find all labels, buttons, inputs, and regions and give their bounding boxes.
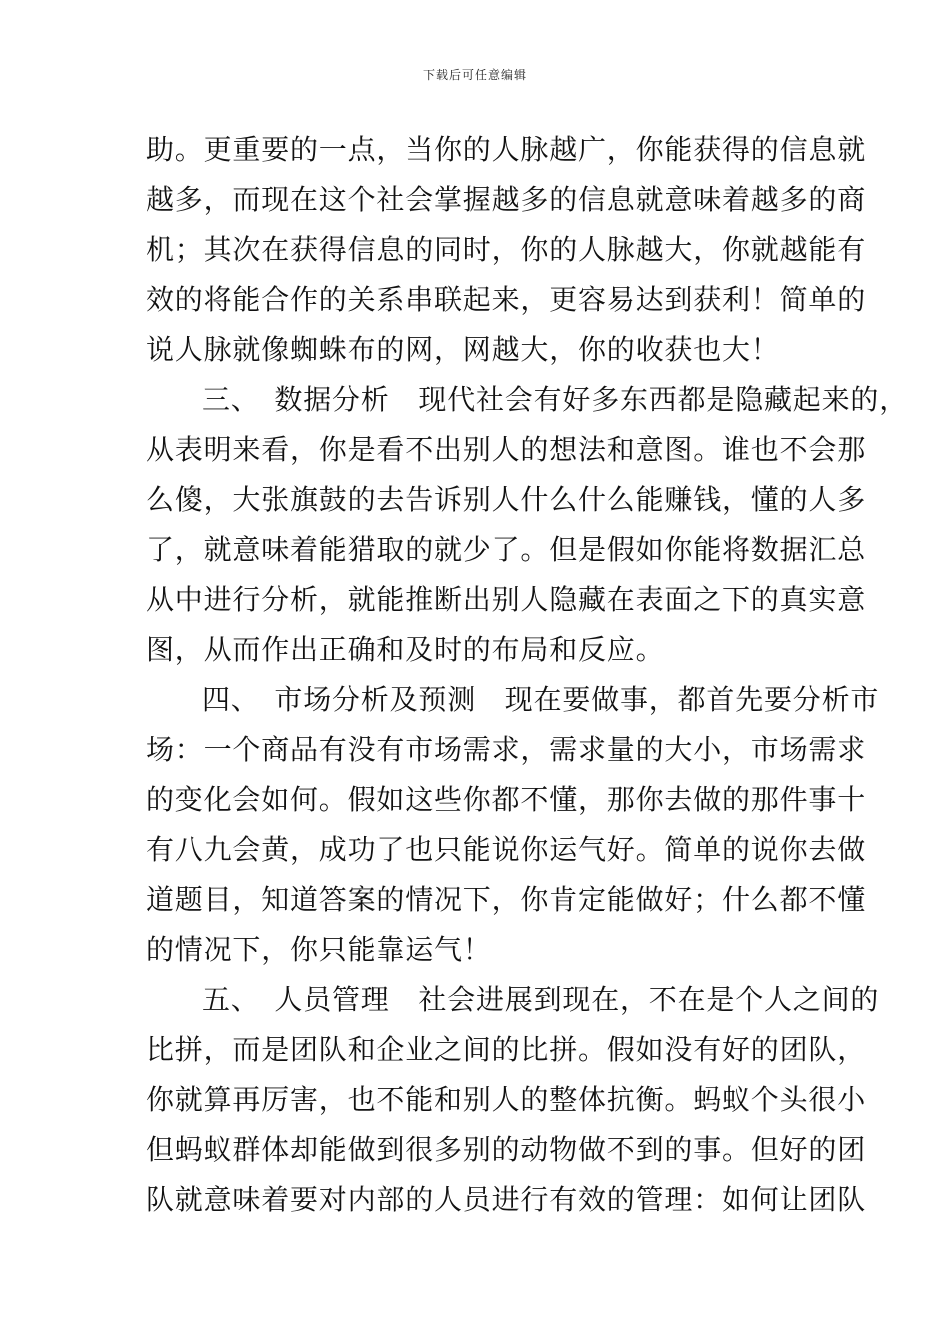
paragraph-line: 比拼，而是团队和企业之间的比拼。假如没有好的团队， bbox=[146, 1033, 867, 1066]
paragraph-line: 助。更重要的一点，当你的人脉越广，你能获得的信息就 bbox=[146, 133, 867, 166]
paragraph-line: 有八九会黄，成功了也只能说你运气好。简单的说你去做 bbox=[146, 833, 867, 866]
paragraph-line: 从表明来看，你是看不出别人的想法和意图。谁也不会那 bbox=[146, 433, 867, 466]
paragraph-line: 图，从而作出正确和及时的布局和反应。 bbox=[146, 633, 665, 666]
paragraph-line: 场：一个商品有没有市场需求，需求量的大小，市场需求 bbox=[146, 733, 867, 766]
paragraph-line: 但蚂蚁群体却能做到很多别的动物做不到的事。但好的团 bbox=[146, 1133, 867, 1166]
section-heading-line: 五、 人员管理 社会进展到现在，不在是个人之间的 bbox=[202, 983, 880, 1016]
section-heading-line: 四、 市场分析及预测 现在要做事，都首先要分析市 bbox=[202, 683, 880, 716]
paragraph-line: 你就算再厉害，也不能和别人的整体抗衡。蚂蚁个头很小 bbox=[146, 1083, 867, 1116]
paragraph-line: 机；其次在获得信息的同时，你的人脉越大，你就越能有 bbox=[146, 233, 867, 266]
section-heading-line: 三、 数据分析 现代社会有好多东西都是隐藏起来的， bbox=[202, 383, 909, 416]
paragraph-line: 从中进行分析，就能推断出别人隐藏在表面之下的真实意 bbox=[146, 583, 867, 616]
paragraph-line: 的情况下，你只能靠运气！ bbox=[146, 933, 492, 966]
paragraph-line: 说人脉就像蜘蛛布的网，网越大，你的收获也大！ bbox=[146, 333, 780, 366]
paragraph-line: 的变化会如何。假如这些你都不懂，那你去做的那件事十 bbox=[146, 783, 867, 816]
paragraph-line: 队就意味着要对内部的人员进行有效的管理：如何让团队 bbox=[146, 1183, 867, 1216]
paragraph-line: 道题目，知道答案的情况下，你肯定能做好；什么都不懂 bbox=[146, 883, 867, 916]
paragraph-line: 么傻，大张旗鼓的去告诉别人什么什么能赚钱，懂的人多 bbox=[146, 483, 867, 516]
page-header: 下载后可任意编辑 bbox=[422, 68, 527, 82]
paragraph-line: 了，就意味着能猎取的就少了。但是假如你能将数据汇总 bbox=[146, 533, 867, 566]
paragraph-line: 越多，而现在这个社会掌握越多的信息就意味着越多的商 bbox=[146, 183, 867, 216]
paragraph-line: 效的将能合作的关系串联起来，更容易达到获利！简单的 bbox=[146, 283, 867, 316]
